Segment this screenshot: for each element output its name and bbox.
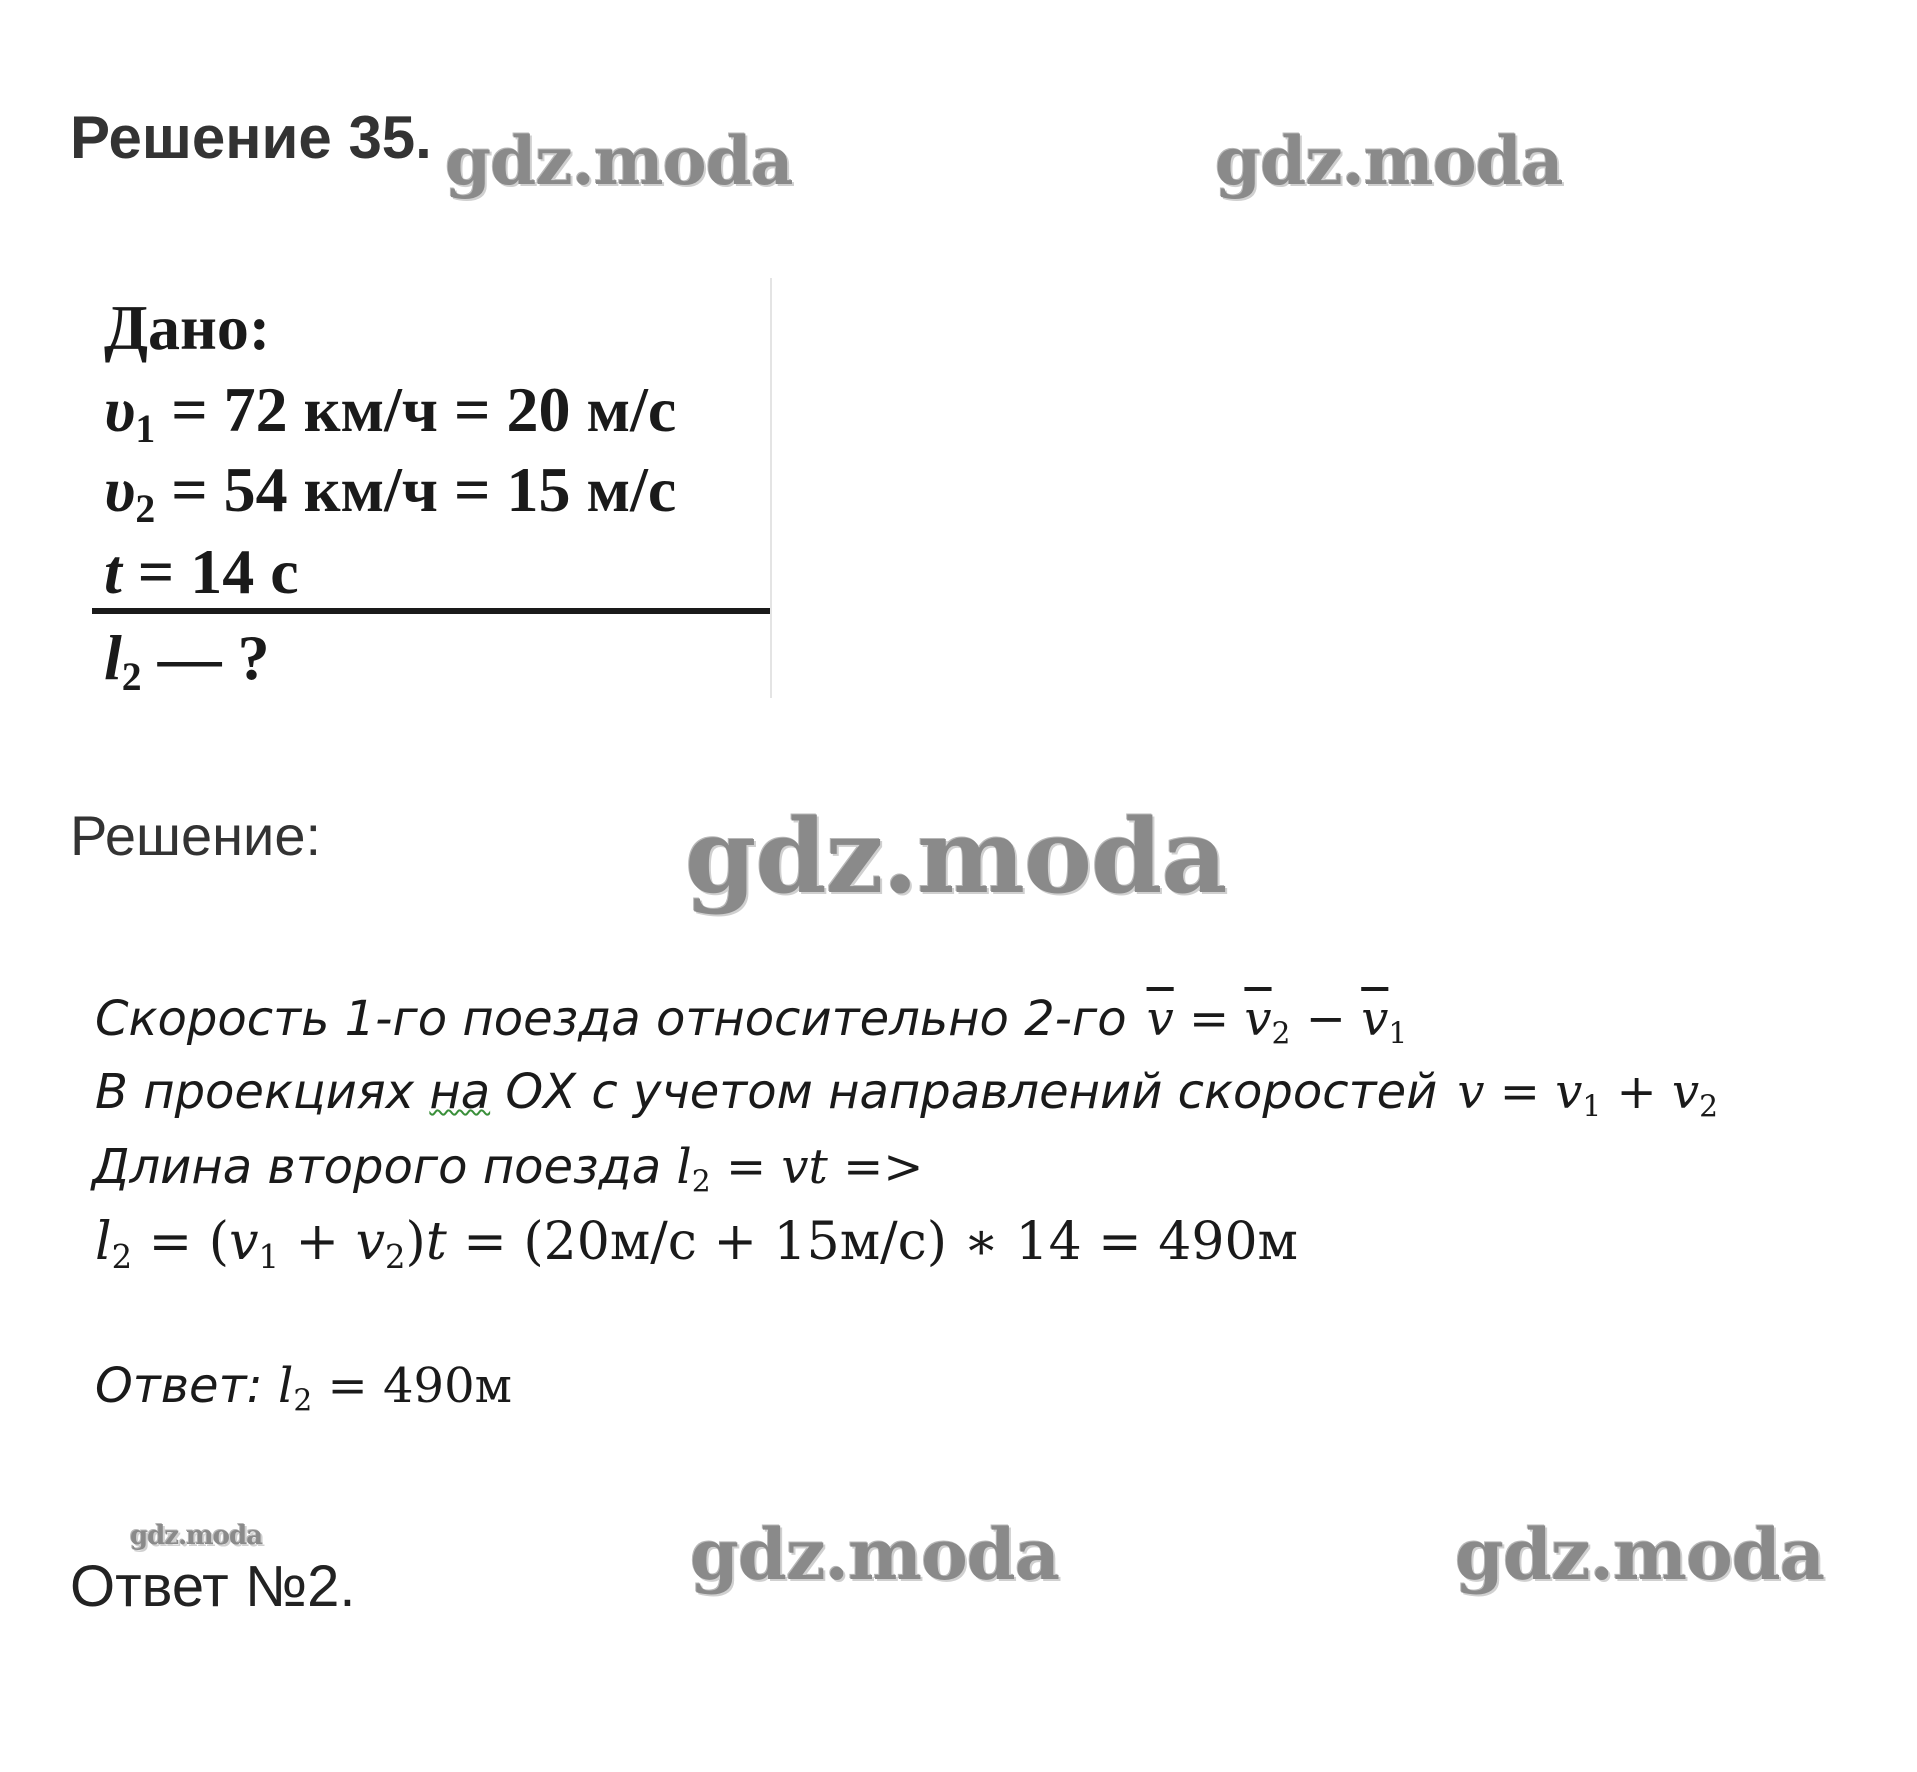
solution-label: Решение: [70,804,322,867]
given-block [92,278,772,698]
solution-answer: Ответ: $l_2 = 490м$ [95,1358,512,1419]
given-title: Дано: [104,292,271,363]
watermark-logo: gdz.moda [1455,1513,1825,1596]
find-l2: $l_2$ — ? [104,622,270,700]
watermark-logo: gdz.moda [445,122,793,200]
watermark-logo-small: gdz.moda [130,1521,263,1551]
solution-line-length: Длина второго поезда $l_2$ = vt => [92,1139,924,1200]
watermark-logo: gdz.moda [685,797,1227,917]
watermark-logo: gdz.moda [1215,122,1563,200]
watermark-logo: gdz.moda [690,1513,1060,1596]
given-v2: $\upsilon_2 = 54$ км/ч = 15 м/с [104,454,677,532]
scan-edge [770,278,772,698]
answer-number-label: Ответ №2. [70,1554,356,1619]
given-divider [92,608,772,614]
solution-heading: Решение 35. [70,104,432,171]
given-t: t = 14 с [104,536,299,607]
given-v1: $\upsilon_1 = 72$ км/ч = 20 м/с [104,374,677,452]
solution-formula: $l_2 = (v_1 + v_2)t = (20м/с + 15м/с)$ ∗ 14 = 490м [95,1212,1298,1277]
solution-line-relative-speed: Скорость 1-го поезда относительно 2-го $\overline{v} = \overline{v}_2 - \overline{v}_1$ [95,991,1408,1052]
solution-line-projection: В проекциях на ОХ с учетом направлений скоростей $v = v_1 + v_2$ [95,1064,1719,1125]
